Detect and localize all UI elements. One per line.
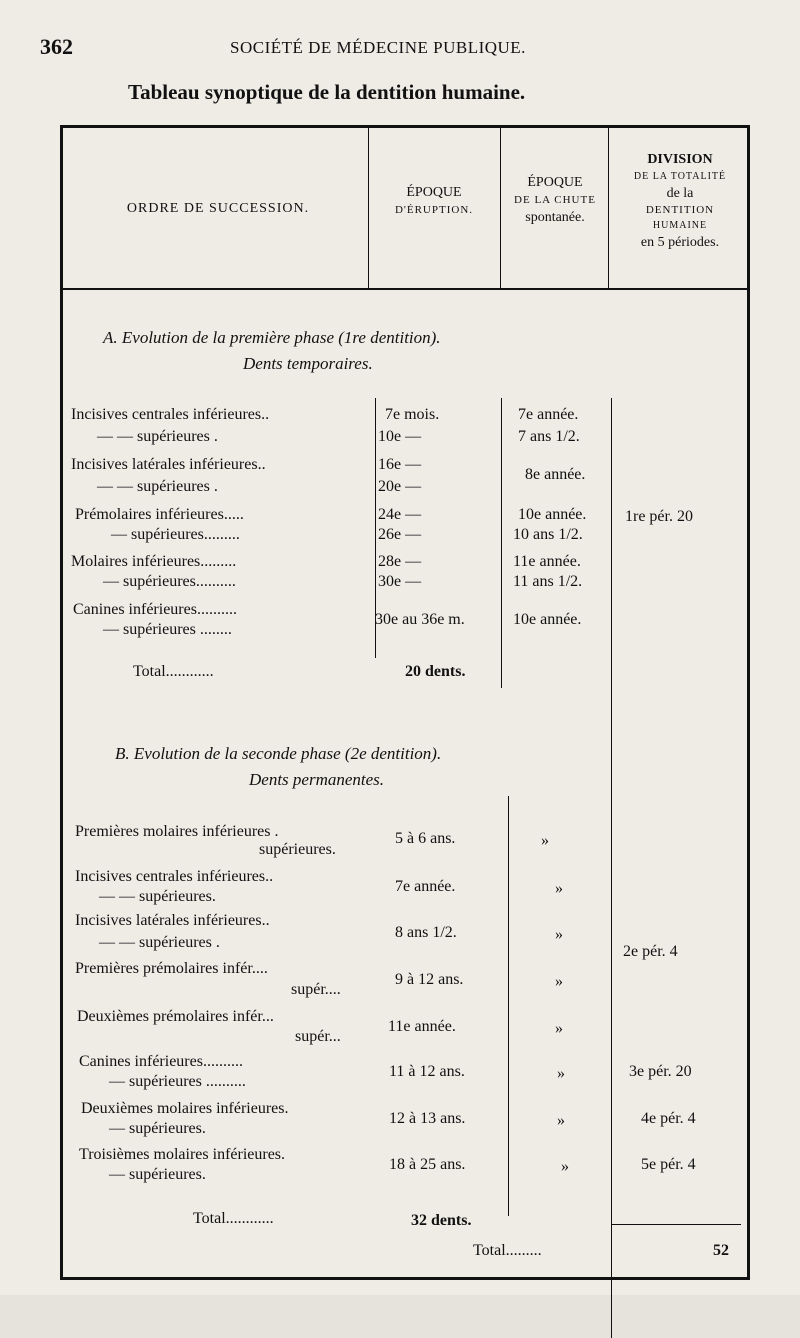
row-a-eruption: 20e — — [378, 478, 422, 495]
section-a-subtitle: Dents temporaires. — [243, 354, 373, 373]
row-a-label: — — supérieures . — [97, 428, 218, 445]
row-b-chute: » — [561, 1158, 569, 1175]
row-a-chute: 11 ans 1/2. — [513, 573, 583, 590]
row-a-chute: 7 ans 1/2. — [518, 428, 580, 445]
total-b-value: 32 dents. — [411, 1212, 472, 1229]
row-b-eruption: 7e année. — [395, 878, 456, 895]
row-b-label: Incisives latérales inférieures.. — [75, 912, 270, 929]
row-b-chute: » — [557, 1112, 565, 1129]
row-a-chute: 7e année. — [518, 406, 579, 423]
col-divider-2 — [500, 128, 501, 288]
total-a-value: 20 dents. — [405, 663, 466, 680]
row-b-eruption: 8 ans 1/2. — [395, 924, 457, 941]
row-b-eruption: 11e année. — [388, 1018, 456, 1035]
row-b-chute: » — [555, 1020, 563, 1037]
row-b-label: Premières molaires inférieures . — [75, 823, 279, 840]
row-b-label-2: — supérieures. — [109, 1166, 206, 1183]
row-b-chute: » — [557, 1065, 565, 1082]
period-4: 4e pér. 4 — [641, 1110, 696, 1127]
row-a-eruption: 30e — — [378, 573, 422, 590]
row-b-chute: » — [555, 926, 563, 943]
row-b-label: Premières prémolaires infér.... — [75, 960, 268, 977]
grand-total-value: 52 — [713, 1242, 729, 1259]
row-a-label: — supérieures.......... — [103, 573, 236, 590]
total-b-label: Total............ — [193, 1210, 274, 1227]
row-b-label-2: supér... — [295, 1028, 341, 1045]
row-a-label: — supérieures......... — [111, 526, 240, 543]
row-a-label: — supérieures ........ — [103, 621, 232, 638]
row-b-eruption: 18 à 25 ans. — [389, 1156, 466, 1173]
period-3: 3e pér. 20 — [629, 1063, 692, 1080]
row-b-chute: » — [555, 973, 563, 990]
row-b-eruption: 5 à 6 ans. — [395, 830, 456, 847]
row-a-label: Incisives latérales inférieures.. — [71, 456, 266, 473]
row-b-label-2: — — supérieures . — [99, 934, 220, 951]
row-b-label: Deuxièmes prémolaires infér... — [77, 1008, 274, 1025]
row-b-label-2: — supérieures .......... — [109, 1073, 246, 1090]
col-head-chute: ÉPOQUE DE LA CHUTE spontanée. — [514, 175, 596, 225]
total-a-label: Total............ — [133, 663, 214, 680]
row-a-label: Prémolaires inférieures..... — [75, 506, 244, 523]
row-b-label: Deuxièmes molaires inférieures. — [81, 1100, 289, 1117]
row-b-eruption: 9 à 12 ans. — [395, 971, 464, 988]
row-a-eruption: 10e — — [378, 428, 422, 445]
row-a-label: Canines inférieures.......... — [73, 601, 237, 618]
col-head-eruption: ÉPOQUE D'ÉRUPTION. — [394, 185, 474, 216]
row-b-label-2: supérieures. — [259, 841, 336, 858]
row-b-label-2: — — supérieures. — [99, 888, 216, 905]
page-number: 362 — [40, 34, 73, 59]
row-b-label-2: supér.... — [291, 981, 341, 998]
row-b-label-2: — supérieures. — [109, 1120, 206, 1137]
header-rule — [63, 288, 747, 290]
row-a-chute: 8e année. — [525, 466, 586, 483]
row-a-label: Incisives centrales inférieures.. — [71, 406, 270, 423]
col-head-division: DIVISION DE LA TOTALITÉ de la DENTITION HUMAINE en 5 périodes. — [633, 152, 727, 250]
row-a-eruption: 28e — — [378, 553, 422, 570]
row-a-eruption: 26e — — [378, 526, 422, 543]
row-b-eruption: 11 à 12 ans. — [389, 1063, 465, 1080]
grand-total-label: Total......... — [473, 1242, 542, 1259]
row-b-chute: » — [555, 880, 563, 897]
section-a-title: A. Evolution de la première phase (1re dentition). — [103, 328, 441, 347]
col-divider-3 — [608, 128, 609, 288]
synoptic-table — [60, 125, 750, 1280]
running-title: SOCIÉTÉ DE MÉDECINE PUBLIQUE. — [230, 38, 526, 57]
section-b-subtitle: Dents permanentes. — [249, 770, 385, 789]
body-divider-a3 — [611, 398, 612, 1338]
row-b-label: Canines inférieures.......... — [79, 1053, 243, 1070]
row-b-eruption: 12 à 13 ans. — [389, 1110, 466, 1127]
period-1: 1re pér. 20 — [625, 508, 693, 525]
table-title: Tableau synoptique de la dentition humaine. — [128, 80, 526, 104]
row-b-label: Incisives centrales inférieures.. — [75, 868, 274, 885]
row-a-eruption: 30e au 36e m. — [375, 611, 465, 628]
section-b-title: B. Evolution de la seconde phase (2e dentition). — [115, 744, 442, 763]
row-a-chute: 10e année. — [513, 611, 582, 628]
row-a-eruption: 16e — — [378, 456, 422, 473]
row-a-chute: 10e année. — [518, 506, 587, 523]
body-divider-b2 — [508, 796, 509, 1216]
body-divider-a2 — [501, 398, 502, 688]
period-2: 2e pér. 4 — [623, 943, 678, 960]
row-a-eruption: 24e — — [378, 506, 422, 523]
row-a-label: — — supérieures . — [97, 478, 218, 495]
col-head-order: ORDRE DE SUCCESSION. — [126, 201, 310, 216]
row-a-label: Molaires inférieures......... — [71, 553, 237, 570]
period-5: 5e pér. 4 — [641, 1156, 696, 1173]
grand-total-rule — [611, 1224, 741, 1225]
row-b-chute: » — [541, 832, 549, 849]
row-a-chute: 11e année. — [513, 553, 581, 570]
col-divider-1 — [368, 128, 369, 288]
row-a-eruption: 7e mois. — [385, 406, 440, 423]
row-a-chute: 10 ans 1/2. — [513, 526, 583, 543]
running-header — [40, 34, 770, 64]
row-b-label: Troisièmes molaires inférieures. — [79, 1146, 286, 1163]
